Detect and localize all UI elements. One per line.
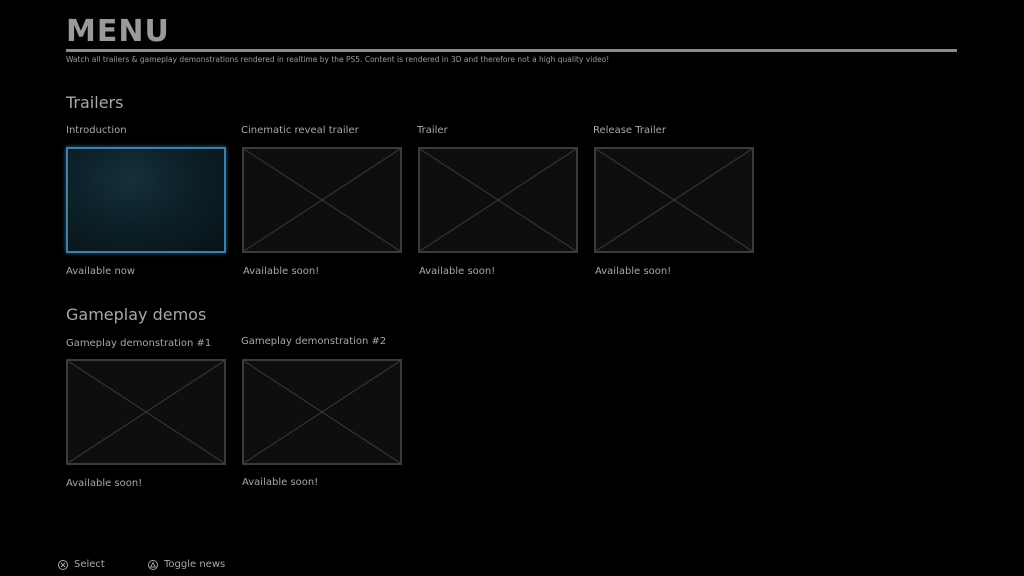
tile-label-release-trailer: Release Trailer — [593, 125, 666, 136]
tile-status-introduction: Available now — [66, 266, 136, 277]
tile-label-trailer: Trailer — [417, 125, 448, 136]
tile-introduction[interactable] — [66, 147, 226, 253]
placeholder-image-icon — [420, 149, 576, 251]
tile-status-gameplay-demonstration-2: Available soon! — [242, 477, 319, 488]
placeholder-image-icon — [244, 149, 400, 251]
page-subtitle: Watch all trailers & gameplay demonstrations rendered in realtime by the PS5. Content is rendered in 3D and therefore not a high quality video! — [66, 55, 610, 64]
tile-gameplay-demonstration-2[interactable] — [242, 359, 402, 465]
tile-status-gameplay-demonstration-1: Available soon! — [66, 478, 143, 489]
tile-status-trailer: Available soon! — [419, 266, 496, 277]
tile-status-cinematic-reveal-trailer: Available soon! — [243, 266, 320, 277]
tile-status-release-trailer: Available soon! — [595, 266, 672, 277]
tile-label-introduction: Introduction — [66, 125, 127, 136]
select-label: Select — [74, 559, 105, 570]
placeholder-image-icon — [68, 361, 224, 463]
placeholder-image-icon — [596, 149, 752, 251]
triangle-button-icon — [148, 560, 158, 570]
title-divider — [66, 49, 957, 52]
toggle-news-label: Toggle news — [164, 559, 226, 570]
tile-release-trailer[interactable] — [594, 147, 754, 253]
tile-label-gameplay-demonstration-2: Gameplay demonstration #2 — [241, 336, 387, 347]
tile-label-gameplay-demonstration-1: Gameplay demonstration #1 — [66, 338, 212, 349]
page-title: MENU — [66, 14, 170, 49]
section-title-trailers: Trailers — [66, 93, 124, 112]
placeholder-image-icon — [244, 361, 400, 463]
toggle-news-control[interactable] — [148, 559, 225, 570]
tile-label-cinematic-reveal-trailer: Cinematic reveal trailer — [241, 125, 359, 136]
tile-gameplay-demonstration-1[interactable] — [66, 359, 226, 465]
select-control[interactable] — [58, 559, 105, 570]
cross-button-icon — [58, 560, 68, 570]
tile-trailer[interactable] — [418, 147, 578, 253]
section-title-gameplay-demos: Gameplay demos — [66, 305, 207, 324]
tile-cinematic-reveal-trailer[interactable] — [242, 147, 402, 253]
